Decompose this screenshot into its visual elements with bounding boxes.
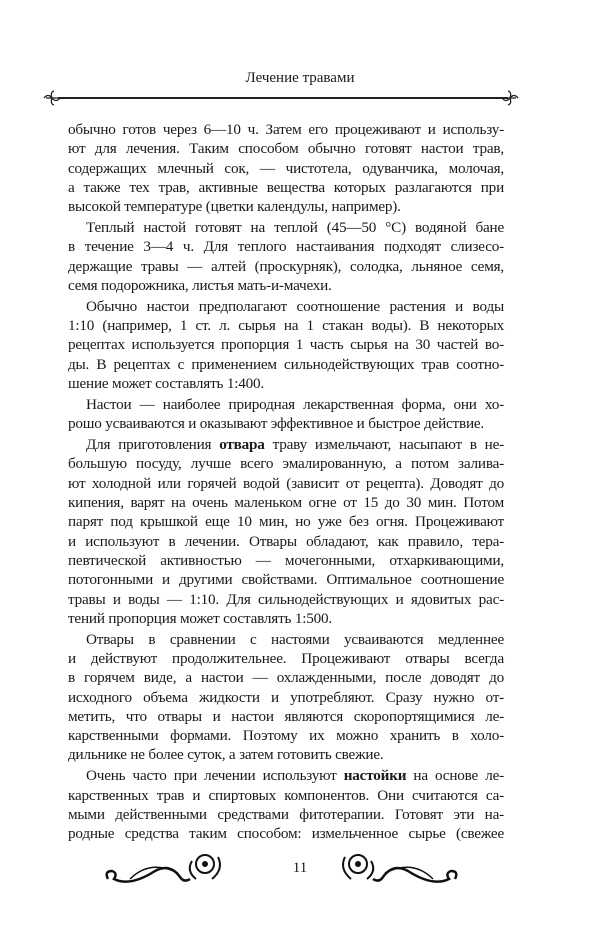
text-line: потогонными и другими свойствами. Оптимальное соотношение xyxy=(68,571,504,589)
footer-ornament-right-icon xyxy=(333,849,463,889)
header-rule xyxy=(58,97,508,99)
text-line: и действуют продолжительнее. Процеживают отвары всегда xyxy=(68,649,504,667)
page-number: 11 xyxy=(292,860,308,876)
text-line: обычно готов через 6—10 ч. Затем его процеживают и использу- xyxy=(68,121,504,138)
text-line: певтической активностью — мочегонными, отхаркивающими, xyxy=(68,551,504,569)
text-line: кипения, варят на очень маленьком огне от 15 до 30 мин. Потом xyxy=(68,494,504,512)
text-segment: Для приготовления xyxy=(86,436,220,454)
text-line: держащие травы — алтей (проскурняк), солодка, льняное семя, xyxy=(68,257,504,275)
text-line: в горячем виде, а настои — охлажденными, после доводят до xyxy=(68,669,504,687)
text-line: ют для лечения. Таким способом обычно готовят настои трав, xyxy=(68,140,504,158)
text-line: тений пропорция может составлять 1:500. xyxy=(68,609,333,627)
text-segment: на основе ле- xyxy=(406,767,504,785)
paragraph xyxy=(68,766,504,843)
text-line: карственных трав и спиртовых компонентов. Они считаются са- xyxy=(68,786,504,804)
text-segment: Очень часто при лечении используют xyxy=(86,767,344,785)
text-line xyxy=(68,766,504,785)
text-line: карственными формами. Поэтому их можно хранить в холо- xyxy=(68,727,504,745)
text-line: большую посуду, лучше всего эмалированную, а потом залива- xyxy=(68,455,504,473)
text-line: парят под крышкой еще 10 мин, но уже без огня. Процеживают xyxy=(68,513,504,531)
paragraph xyxy=(68,630,504,765)
text-line: ды. В рецептах с применением сильнодействующих трав соотно- xyxy=(68,355,504,373)
text-segment: траву измельчают, насыпают в не- xyxy=(264,436,504,454)
ornament-right-icon xyxy=(500,89,520,107)
text-line: Отвары в сравнении с настоями усваиваются медленнее xyxy=(86,630,504,648)
paragraph xyxy=(68,297,504,393)
text-line: 1:10 (например, 1 ст. л. сырья на 1 стакан воды). В некоторых xyxy=(68,317,504,335)
running-head-title: Лечение травами xyxy=(245,70,355,86)
text-line: травы и воды — 1:10. Для сильнодействующих и ядовитых рас- xyxy=(68,590,504,608)
text-line: рецептах используется пропорция 1 часть сырья на 30 частей во- xyxy=(68,336,504,354)
text-line: шение может составлять 1:400. xyxy=(68,375,265,393)
text-line: ют холодной или горячей водой (зависит от рецепта). Доводят до xyxy=(68,474,504,492)
text-line: высокой температуре (цветки календулы, например). xyxy=(68,198,401,216)
bold-term: отвара xyxy=(219,436,265,454)
text-line xyxy=(68,435,504,454)
text-line: содержащих млечный сок, — чистотела, одуванчика, молочая, xyxy=(68,159,504,177)
body-text xyxy=(68,120,504,845)
text-line: дильнике не более суток, а затем готовить свежие. xyxy=(68,746,384,764)
text-line: родные средства таким способом: измельченное сырье (свежее xyxy=(68,825,504,843)
text-line: метить, что отвары и настои являются скоропортящимися ле- xyxy=(68,707,504,725)
text-line: Настои — наиболее природная лекарственная форма, они хо- xyxy=(86,395,504,413)
text-line: Обычно настои предполагают соотношение растения и воды xyxy=(86,297,504,315)
text-line: семя подорожника, листья мать-и-мачехи. xyxy=(68,276,332,294)
text-line: в течение 3—4 ч. Для теплого настаивания подходят слизесо- xyxy=(68,238,504,256)
text-line: рошо усваиваются и оказывают эффективное и быстрое действие. xyxy=(68,415,485,433)
paragraph xyxy=(68,218,504,295)
text-line: исходного объема жидкости и употребляют. Сразу нужно от- xyxy=(68,688,504,706)
bold-term: настойки xyxy=(343,767,407,785)
text-line: и используют в лечении. Отвары обладают, как правило, тера- xyxy=(68,532,504,550)
paragraph xyxy=(68,395,504,434)
paragraph xyxy=(68,120,504,216)
text-line: а также тех трав, активные вещества которых разлагаются при xyxy=(68,178,504,196)
text-line: Теплый настой готовят на теплой (45—50 °С) водяной бане xyxy=(86,219,504,237)
text-line: мыми действенными средствами фитотерапии. Готовят эти на- xyxy=(68,805,504,823)
paragraph xyxy=(68,435,504,628)
